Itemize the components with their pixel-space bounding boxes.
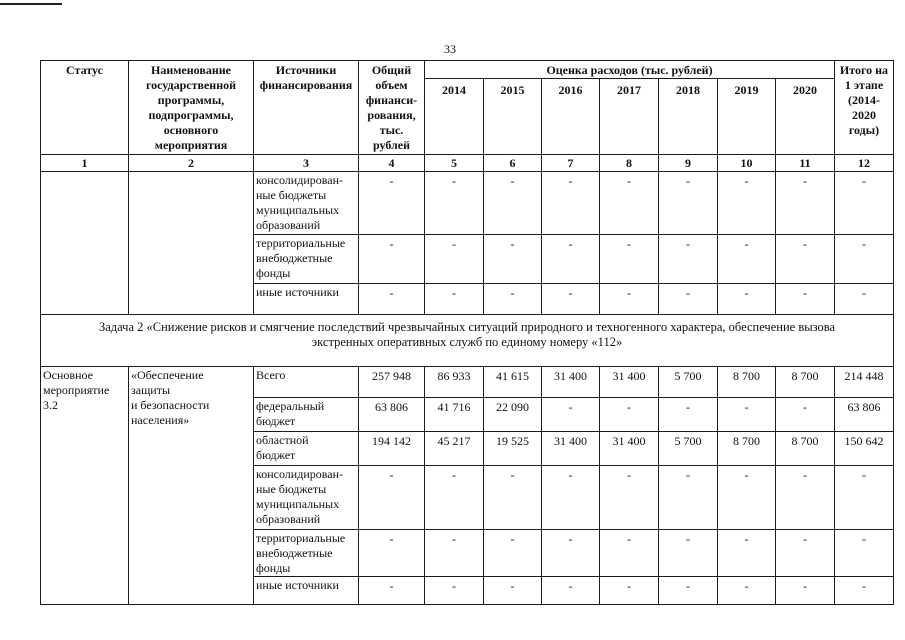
value-cell: - xyxy=(659,284,718,315)
funding-source-cell xyxy=(254,172,359,235)
text-line: рублей xyxy=(372,138,411,152)
table-header xyxy=(41,61,894,172)
column-number: 2 xyxy=(129,155,254,172)
value-cell: 41 716 xyxy=(425,398,484,432)
column-number: 8 xyxy=(600,155,659,172)
column-number: 3 xyxy=(254,155,359,172)
text-line: 1 этапе xyxy=(844,78,884,92)
text-line: иные источники xyxy=(256,285,339,299)
value-cell: - xyxy=(659,577,718,605)
value-cell: - xyxy=(776,466,835,530)
value-cell: - xyxy=(542,398,600,432)
value-cell: - xyxy=(600,577,659,605)
header-year: 2020 xyxy=(776,79,835,155)
text-line: мероприятие xyxy=(43,383,110,397)
funding-source-cell xyxy=(254,577,359,605)
value-cell: 86 933 xyxy=(425,367,484,398)
text-line: ные бюджеты xyxy=(256,188,327,202)
text-line: образований xyxy=(256,512,321,526)
value-cell: - xyxy=(835,284,894,315)
value-cell: - xyxy=(776,235,835,284)
value-cell: - xyxy=(835,466,894,530)
text-line: защиты xyxy=(131,383,171,397)
value-cell: - xyxy=(776,284,835,315)
value-cell: 31 400 xyxy=(600,432,659,466)
text-line: фонды xyxy=(256,266,291,280)
column-number: 7 xyxy=(542,155,600,172)
header-year: 2018 xyxy=(659,79,718,155)
header-funding-sources xyxy=(254,61,359,155)
value-cell: - xyxy=(718,284,776,315)
text-line: мероприятия xyxy=(154,138,228,152)
value-cell: 8 700 xyxy=(776,432,835,466)
header-year: 2016 xyxy=(542,79,600,155)
header-year: 2014 xyxy=(425,79,484,155)
text-line: государственной xyxy=(145,78,237,92)
header-year: 2017 xyxy=(600,79,659,155)
column-number: 9 xyxy=(659,155,718,172)
value-cell: - xyxy=(600,235,659,284)
value-cell: - xyxy=(359,284,425,315)
text-line: Всего xyxy=(256,368,286,382)
text-line: внебюджетные xyxy=(256,251,333,265)
text-line: (2014- xyxy=(848,93,880,107)
value-cell: 214 448 xyxy=(835,367,894,398)
text-line: рования, xyxy=(367,108,416,122)
header-stage-total xyxy=(835,61,894,155)
text-line: населения» xyxy=(131,413,190,427)
task-row xyxy=(41,315,894,367)
text-line: иные источники xyxy=(256,578,339,592)
funding-source-cell xyxy=(254,530,359,577)
text-line: Наименование xyxy=(151,63,231,77)
value-cell: - xyxy=(659,398,718,432)
value-cell: - xyxy=(718,530,776,577)
header-row xyxy=(41,61,894,79)
column-number: 12 xyxy=(835,155,894,172)
page-number: 33 xyxy=(444,42,456,56)
value-cell: - xyxy=(776,530,835,577)
value-cell: - xyxy=(659,172,718,235)
text-line: ные бюджеты xyxy=(256,482,327,496)
text-line: образований xyxy=(256,218,321,232)
value-cell: - xyxy=(359,530,425,577)
value-cell: - xyxy=(718,577,776,605)
value-cell: - xyxy=(542,466,600,530)
value-cell: - xyxy=(425,284,484,315)
column-number: 4 xyxy=(359,155,425,172)
value-cell: - xyxy=(659,235,718,284)
column-number: 5 xyxy=(425,155,484,172)
text-line: финанси- xyxy=(365,93,418,107)
funding-source-cell xyxy=(254,235,359,284)
value-cell: - xyxy=(484,172,542,235)
value-cell: 31 400 xyxy=(542,432,600,466)
column-number: 1 xyxy=(41,155,129,172)
value-cell: - xyxy=(600,466,659,530)
value-cell: 150 642 xyxy=(835,432,894,466)
value-cell: - xyxy=(835,530,894,577)
section-2-rows xyxy=(41,367,894,605)
text-line: экстренных оперативных служб по единому номеру «112» xyxy=(311,335,623,349)
funding-source-cell xyxy=(254,432,359,466)
funding-source-cell xyxy=(254,367,359,398)
value-cell: 8 700 xyxy=(718,432,776,466)
value-cell: - xyxy=(484,235,542,284)
section-1-rows xyxy=(41,172,894,315)
value-cell: - xyxy=(484,530,542,577)
header-year: 2015 xyxy=(484,79,542,155)
program-name-cell xyxy=(129,367,254,605)
value-cell: - xyxy=(542,235,600,284)
column-number: 11 xyxy=(776,155,835,172)
text-line: «Обеспечение xyxy=(131,368,204,382)
text-line: федеральный xyxy=(256,399,325,413)
text-line: и безопасности xyxy=(131,398,210,412)
task-2-section xyxy=(41,315,894,367)
text-line: внебюджетные xyxy=(256,546,333,560)
header-status xyxy=(41,61,129,155)
value-cell: 31 400 xyxy=(600,367,659,398)
value-cell: - xyxy=(425,577,484,605)
value-cell: - xyxy=(359,235,425,284)
text-line: консолидирован- xyxy=(256,467,343,481)
text-line: муниципальных xyxy=(256,203,340,217)
task-2-cell xyxy=(41,315,894,367)
value-cell: 41 615 xyxy=(484,367,542,398)
text-line: консолидирован- xyxy=(256,173,343,187)
value-cell: - xyxy=(484,466,542,530)
text-line: основного xyxy=(163,123,219,137)
value-cell: - xyxy=(359,466,425,530)
value-cell: 8 700 xyxy=(776,367,835,398)
value-cell: 63 806 xyxy=(359,398,425,432)
text-line: Основное xyxy=(43,368,93,382)
text-line: бюджет xyxy=(256,414,296,428)
text-line: 3.2 xyxy=(43,398,58,412)
text-line: Статус xyxy=(66,63,103,77)
text-line: бюджет xyxy=(256,448,296,462)
text-line: финансирования xyxy=(259,78,353,92)
value-cell: - xyxy=(359,172,425,235)
value-cell: - xyxy=(776,398,835,432)
text-line: муниципальных xyxy=(256,497,340,511)
value-cell: - xyxy=(484,284,542,315)
status-cell xyxy=(41,367,129,605)
header-year: 2019 xyxy=(718,79,776,155)
value-cell: - xyxy=(659,530,718,577)
value-cell: - xyxy=(542,530,600,577)
funding-source-cell xyxy=(254,284,359,315)
value-cell: - xyxy=(718,466,776,530)
column-number: 10 xyxy=(718,155,776,172)
value-cell: 45 217 xyxy=(425,432,484,466)
value-cell: - xyxy=(542,172,600,235)
text-line: Итого на xyxy=(839,63,889,77)
text-line: областной xyxy=(256,433,309,447)
text-line: фонды xyxy=(256,561,291,575)
value-cell: - xyxy=(600,530,659,577)
value-cell: 63 806 xyxy=(835,398,894,432)
text-line: программы, xyxy=(157,93,225,107)
budget-table xyxy=(40,60,894,605)
text-line: подпрограммы, xyxy=(148,108,234,122)
text-line: Задача 2 «Снижение рисков и смягчение последствий чрезвычайных ситуаций природного и техногенного характера, обеспечение вызова xyxy=(98,320,836,334)
value-cell: - xyxy=(835,235,894,284)
text-line: Источники xyxy=(275,63,337,77)
value-cell: - xyxy=(425,235,484,284)
program-name-cell xyxy=(129,172,254,315)
header-program-name xyxy=(129,61,254,155)
value-cell: 194 142 xyxy=(359,432,425,466)
value-cell: - xyxy=(359,577,425,605)
value-cell: - xyxy=(659,466,718,530)
value-cell: 5 700 xyxy=(659,432,718,466)
value-cell: - xyxy=(425,466,484,530)
value-cell: - xyxy=(600,284,659,315)
header-expense-estimate: Оценка расходов (тыс. рублей) xyxy=(425,61,835,79)
funding-source-cell xyxy=(254,466,359,530)
text-line: 2020 xyxy=(852,108,876,122)
value-cell: - xyxy=(718,172,776,235)
status-cell xyxy=(41,172,129,315)
column-number: 6 xyxy=(484,155,542,172)
table-row xyxy=(41,367,894,398)
value-cell: 19 525 xyxy=(484,432,542,466)
value-cell: - xyxy=(718,398,776,432)
table-row xyxy=(41,172,894,235)
text-line: Общий xyxy=(371,63,412,77)
value-cell: - xyxy=(542,577,600,605)
value-cell: - xyxy=(600,398,659,432)
value-cell: 22 090 xyxy=(484,398,542,432)
value-cell: - xyxy=(776,172,835,235)
value-cell: - xyxy=(425,172,484,235)
scan-edge-mark xyxy=(0,3,62,5)
value-cell: - xyxy=(835,577,894,605)
value-cell: - xyxy=(542,284,600,315)
text-line: объем xyxy=(375,78,408,92)
column-numbers-row xyxy=(41,155,894,172)
value-cell: - xyxy=(835,172,894,235)
value-cell: - xyxy=(718,235,776,284)
value-cell: 257 948 xyxy=(359,367,425,398)
text-line: территориальные xyxy=(256,531,346,545)
value-cell: 5 700 xyxy=(659,367,718,398)
text-line: территориальные xyxy=(256,236,346,250)
value-cell: - xyxy=(484,577,542,605)
funding-source-cell xyxy=(254,398,359,432)
value-cell: - xyxy=(600,172,659,235)
text-line: тыс. xyxy=(379,123,404,137)
value-cell: - xyxy=(425,530,484,577)
header-total-volume xyxy=(359,61,425,155)
value-cell: 31 400 xyxy=(542,367,600,398)
text-line: годы) xyxy=(848,123,880,137)
value-cell: 8 700 xyxy=(718,367,776,398)
value-cell: - xyxy=(776,577,835,605)
